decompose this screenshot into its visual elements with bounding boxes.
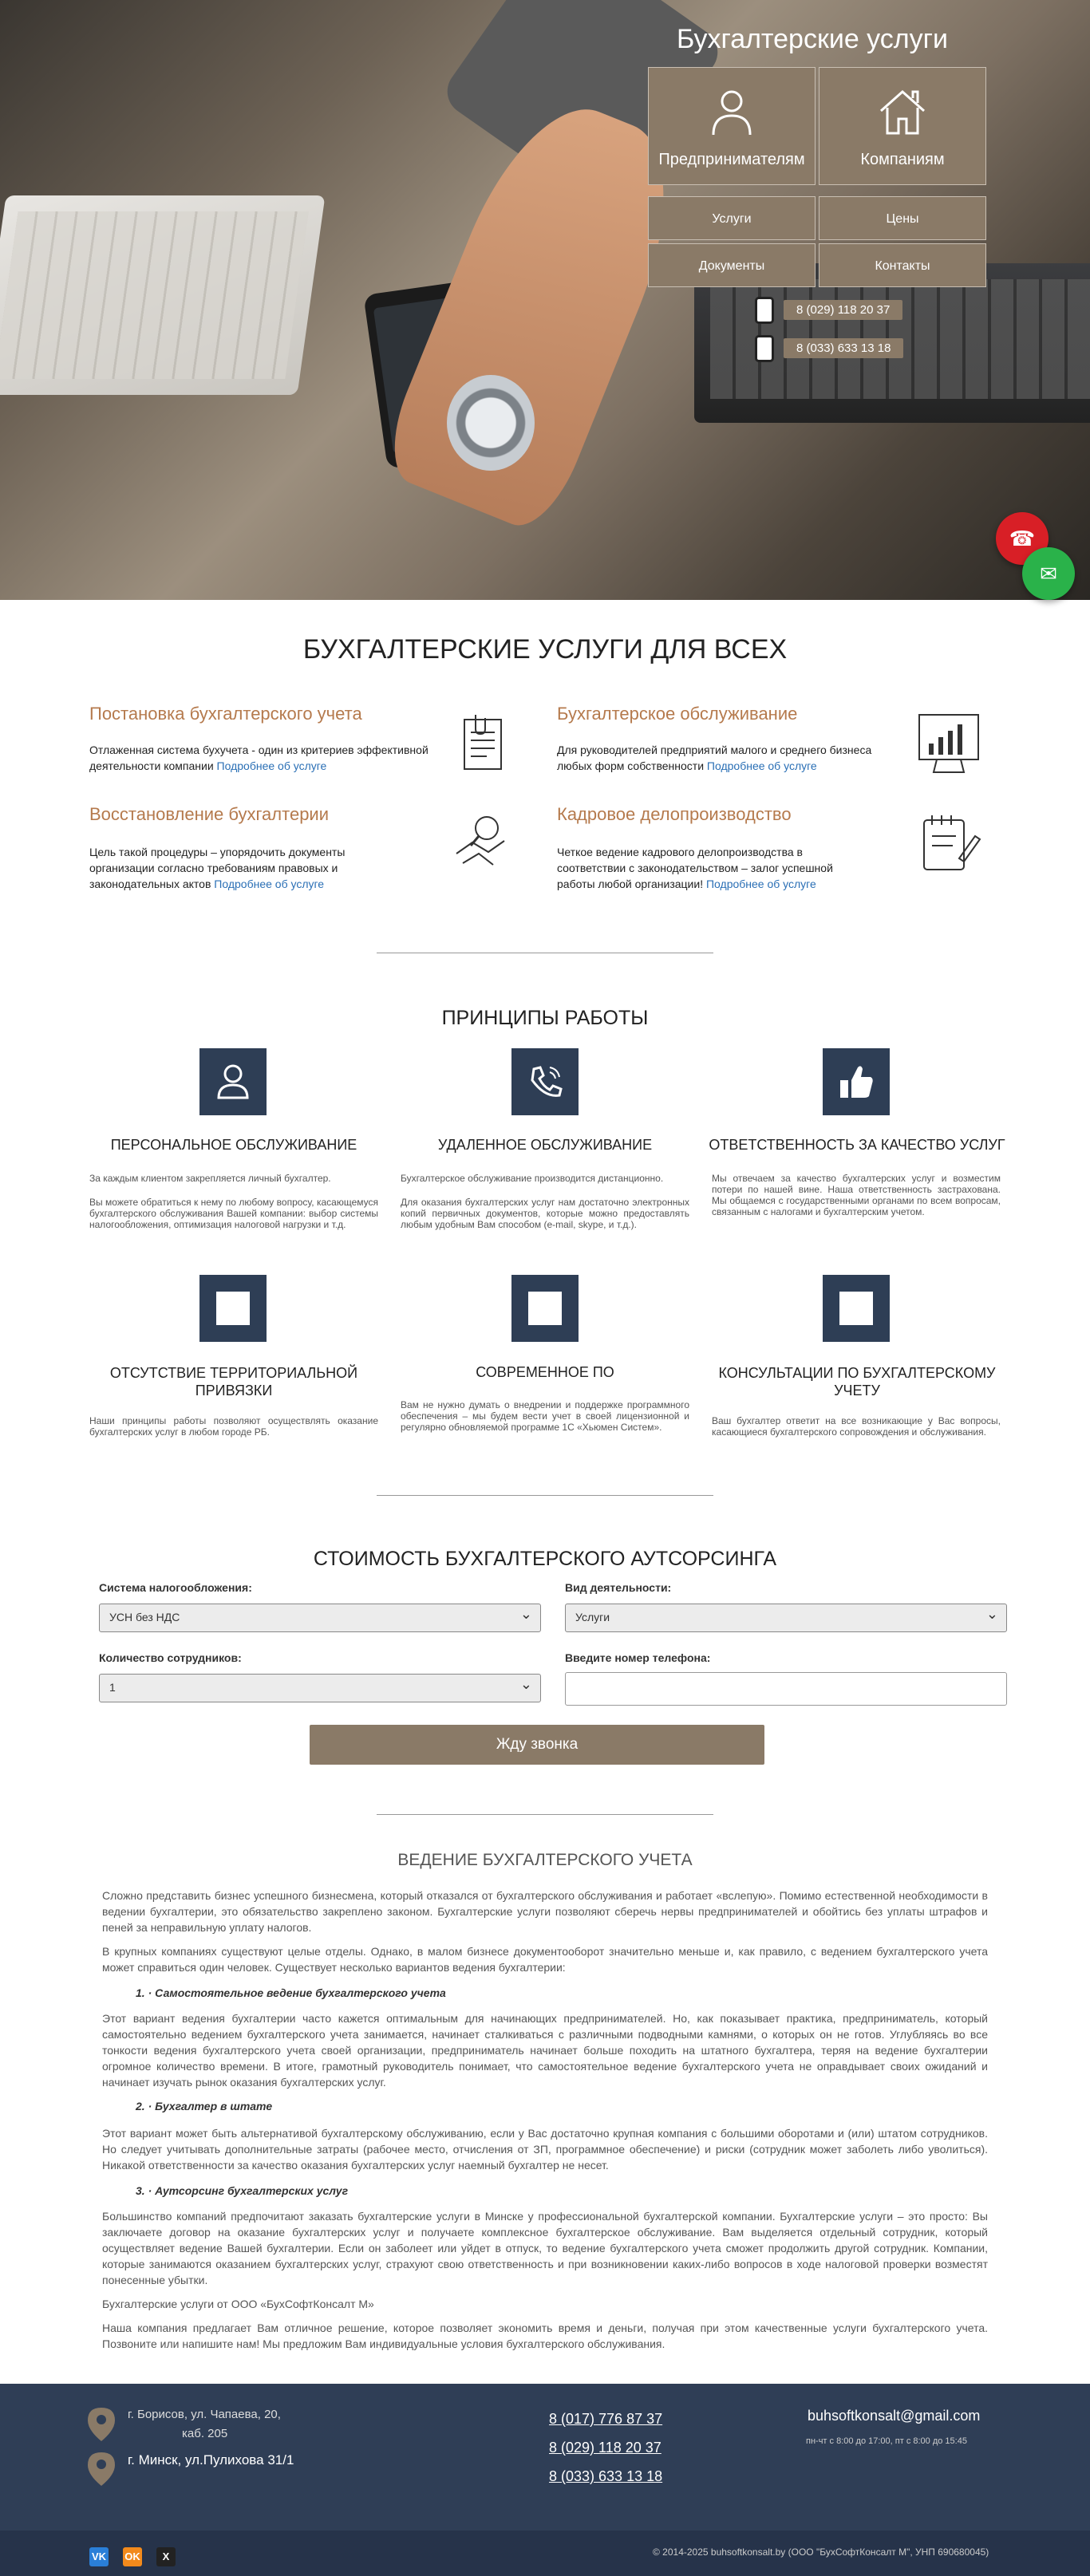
tile-contacts[interactable]: Контакты bbox=[819, 243, 986, 287]
principle-title: ПЕРСОНАЛЬНОЕ ОБСЛУЖИВАНИЕ bbox=[110, 1137, 357, 1153]
article-list-item: 1. · Самостоятельное ведение бухгалтерского учета bbox=[136, 1986, 446, 1999]
person-icon bbox=[704, 84, 760, 140]
service-text-restore bbox=[89, 844, 361, 892]
service-desc: Для руководителей предприятий малого и среднего бизнеса любых форм собственности bbox=[557, 744, 872, 772]
principle-icon-box bbox=[511, 1275, 579, 1342]
house-icon bbox=[875, 84, 930, 140]
service-link-restore[interactable]: Подробнее об услуге bbox=[214, 878, 325, 890]
service-title-setup[interactable]: Постановка бухгалтерского учета bbox=[89, 704, 362, 724]
email-button[interactable] bbox=[1022, 547, 1075, 600]
service-desc: Четкое ведение кадрового делопроизводства в соответствии с законодательством – залог успешной работы любой организации! bbox=[557, 846, 833, 890]
principle-text: Наши принципы работы позволяют осуществлять оказание бухгалтерских услуг в любом городе РБ. bbox=[89, 1415, 378, 1438]
tax-system-label: Система налогообложения: bbox=[99, 1581, 252, 1594]
tile-label: Компаниям bbox=[860, 151, 945, 168]
hero-banner bbox=[0, 0, 1090, 600]
x-twitter-icon[interactable]: X bbox=[156, 2547, 176, 2566]
service-title-accounting[interactable]: Бухгалтерское обслуживание bbox=[557, 704, 798, 724]
services-heading: БУХГАЛТЕРСКИЕ УСЛУГИ ДЛЯ ВСЕХ bbox=[302, 634, 788, 665]
principle-text: Вам не нужно думать о внедрении и поддержке программного обеспечения – мы будем вести учет в своей лицензионной и регулярно обновляемой программе 1С «Хьюмен Систем». bbox=[401, 1399, 689, 1433]
request-call-button[interactable]: Жду звонка bbox=[310, 1725, 764, 1765]
working-hours: пн-чт с 8:00 до 17:00, пт с 8:00 до 15:45 bbox=[806, 2436, 967, 2446]
mobile-phone-icon bbox=[755, 297, 774, 324]
article-paragraph: В крупных компаниях существуют целые отделы. Однако, в малом бизнесе документооборот значительно меньше и, как правило, с ведением бухгалтерского учета может справиться один человек. Существует несколько вариантов ведения бухгалтерии: bbox=[102, 1945, 988, 1974]
principle-title: ОТСУТСТВИЕ ТЕРРИТОРИАЛЬНОЙ ПРИВЯЗКИ bbox=[109, 1365, 358, 1398]
square-icon bbox=[216, 1292, 250, 1325]
person-icon bbox=[199, 1048, 267, 1115]
article-paragraph: Бухгалтерские услуги от ООО «БухСофтКонсалт М» bbox=[102, 2298, 374, 2310]
article-paragraph: Большинство компаний предпочитают заказать бухгалтерские услуги в Минске у профессиональной бухгалтерской компании. Бухгалтерские услуги – это просто: Вы заключаете договор на оказание бухгалтерских услуг и получаете комплексное бухгалтерское обслуживание. Вам выделяется отдельный сотрудник, который осуществляет ведение Вашей бухгалтерии. Если он заболеет или уйдет в отпуск, то ведение бухгалтерского учета сможет продолжить другой сотрудник. Компании, которые занимаются оказанием бухгалтерских услуг, страхуют свою ответственность и при возникновении каких-либо вопросов в ходе налоговой проверки возместят понесенные убытки. bbox=[102, 2210, 988, 2286]
address-minsk: г. Минск, ул.Пулихова 31/1 bbox=[128, 2452, 294, 2468]
hero-photo-watch bbox=[447, 375, 535, 471]
tax-system-select[interactable]: УСН без НДС ⌄ bbox=[99, 1604, 541, 1632]
calc-heading: СТОИМОСТЬ БУХГАЛТЕРСКОГО АУТСОРСИНГА bbox=[313, 1548, 777, 1570]
principle-title: ОТВЕТСТВЕННОСТЬ ЗА КАЧЕСТВО УСЛУГ bbox=[709, 1137, 1005, 1153]
square-icon bbox=[839, 1292, 873, 1325]
envelope-icon: ✉ bbox=[1040, 562, 1057, 586]
principle-icon-box bbox=[199, 1048, 267, 1115]
tile-entrepreneurs[interactable] bbox=[648, 67, 816, 185]
copyright: © 2014-2025 buhsoftkonsalt.by (ООО "БухСофтКонсалт М", УНП 690680045) bbox=[653, 2546, 989, 2558]
footer-phone-3[interactable]: 8 (033) 633 13 18 bbox=[549, 2468, 663, 2484]
notepad-pen-icon bbox=[913, 807, 985, 879]
hero-title: Бухгалтерские услуги bbox=[676, 24, 949, 54]
principle-title: КОНСУЛЬТАЦИИ ПО БУХГАЛТЕРСКОМУ УЧЕТУ bbox=[718, 1365, 996, 1398]
service-link-setup[interactable]: Подробнее об услуге bbox=[216, 759, 327, 772]
document-clip-icon bbox=[447, 708, 519, 780]
service-text-setup bbox=[89, 742, 432, 774]
principle-icon-box bbox=[823, 1048, 890, 1115]
article-paragraph: Сложно представить бизнес успешного бизнесмена, который отказался от бухгалтерского обслуживания и работает «вслепую». Помимо естественной необходимости в ведении бухгалтерии, это обязательство закреплено законом. Бухгалтерские услуги позволяют сберечь нервы предпринимателей и обойтись без уплаты штрафов и пеней за неправильную уплату налогов. bbox=[102, 1889, 988, 1934]
address-borisov: г. Борисов, ул. Чапаева, 20, bbox=[128, 2408, 281, 2421]
vk-icon[interactable]: VK bbox=[89, 2547, 109, 2566]
mobile-phone-icon bbox=[755, 335, 774, 362]
tile-services[interactable]: Услуги bbox=[648, 196, 816, 240]
service-text-hr bbox=[557, 844, 844, 892]
footer-phone-2[interactable]: 8 (029) 118 20 37 bbox=[549, 2440, 662, 2456]
section-divider bbox=[377, 1495, 713, 1496]
staff-count-label: Количество сотрудников: bbox=[99, 1651, 242, 1664]
thumbs-up-icon bbox=[823, 1048, 890, 1115]
principle-text: Бухгалтерское обслуживание производится дистанционно. bbox=[401, 1173, 664, 1184]
section-divider bbox=[377, 1814, 713, 1815]
principles-heading: ПРИНЦИПЫ РАБОТЫ bbox=[441, 1007, 649, 1029]
square-icon bbox=[528, 1292, 562, 1325]
principle-title: УДАЛЕННОЕ ОБСЛУЖИВАНИЕ bbox=[437, 1137, 653, 1153]
map-pin-icon bbox=[86, 2451, 117, 2487]
hero-photo-laptop-left bbox=[0, 195, 326, 395]
phone-hangup-icon: ☎ bbox=[1009, 527, 1036, 550]
article-paragraph: Этот вариант может быть альтернативой бухгалтерскому обслуживанию, если у Вас достаточно крупная компания с большими оборотами и (или) штатом сотрудников. Но следует учитывать дополнительные затраты (рабочее место, отчисления от ЗП, программное обеспечение) и риски (сотрудник может заболеть либо уволиться). Никакой ответственности за качество оказания бухгалтерских услуг наемный бухгалтер не несет. bbox=[102, 2127, 988, 2172]
service-link-hr[interactable]: Подробнее об услуге bbox=[705, 878, 816, 890]
tile-prices[interactable]: Цены bbox=[819, 196, 986, 240]
service-text-accounting bbox=[557, 742, 892, 774]
article-list-item: 2. · Бухгалтер в штате bbox=[136, 2100, 273, 2112]
tile-companies[interactable] bbox=[819, 67, 986, 185]
activity-label: Вид деятельности: bbox=[565, 1581, 672, 1594]
activity-select[interactable]: Услуги ⌄ bbox=[565, 1604, 1007, 1632]
principle-text: Для оказания бухгалтерских услуг нам достаточно электронных копий первичных документов, которые можно предоставлять любым удобным Вам способом (e-mail, skype, и т.д.). bbox=[401, 1197, 689, 1230]
monitor-chart-icon bbox=[913, 708, 985, 780]
article-paragraph: Наша компания предлагает Вам отличное решение, которое позволяет экономить время и деньги, получая при этом качественные услуги бухгалтерского учета. Позвоните или напишите нам! Мы предложим Вам индивидуальные условия бухгалтерского обслуживания. bbox=[102, 2322, 988, 2350]
article-list-item: 3. · Аутсорсинг бухгалтерских услуг bbox=[136, 2184, 349, 2197]
article-heading: ВЕДЕНИЕ БУХГАЛТЕРСКОГО УЧЕТА bbox=[397, 1851, 693, 1869]
address-borisov-office: каб. 205 bbox=[182, 2427, 228, 2440]
principle-title: СОВРЕМЕННОЕ ПО bbox=[476, 1364, 614, 1380]
principle-text: Вы можете обратиться к нему по любому вопросу, касающемуся бухгалтерского обслуживания Вашей компании: выбор системы налогообложения, оптимизация налоговой нагрузки и т.д. bbox=[89, 1197, 378, 1230]
footer-email[interactable]: buhsoftkonsalt@gmail.com bbox=[808, 2408, 981, 2424]
principle-icon-box bbox=[823, 1275, 890, 1342]
map-pin-icon bbox=[86, 2406, 117, 2443]
odnoklassniki-icon[interactable]: OK bbox=[123, 2547, 142, 2566]
principle-text: За каждым клиентом закрепляется личный бухгалтер. bbox=[89, 1173, 331, 1184]
tile-documents[interactable]: Документы bbox=[648, 243, 816, 287]
tile-label: Предпринимателям bbox=[658, 151, 805, 168]
service-title-restore[interactable]: Восстановление бухгалтерии bbox=[89, 804, 330, 824]
service-desc: Отлаженная система бухучета - один из критериев эффективной деятельности компании bbox=[89, 744, 428, 772]
phone-number-label: Введите номер телефона: bbox=[565, 1651, 711, 1664]
handshake-magnifier-icon bbox=[447, 807, 519, 879]
hero-phone-1[interactable]: 8 (029) 118 20 37 bbox=[784, 300, 902, 320]
principle-icon-box bbox=[199, 1275, 267, 1342]
service-desc: Цель такой процедуры – упорядочить документы организации согласно требованиям правовых и законодательных актов bbox=[89, 846, 346, 890]
footer-phone-1[interactable]: 8 (017) 776 87 37 bbox=[549, 2411, 663, 2427]
principle-text: Мы отвечаем за качество бухгалтерских услуг и возместим потери по нашей вине. Наша ответственность застрахована. Мы общаемся с государственными органами по всем вопросам, связанным с налогами и бухгалтерским учетом. bbox=[712, 1173, 1001, 1217]
service-title-hr[interactable]: Кадровое делопроизводство bbox=[557, 804, 792, 824]
hero-phone-2[interactable]: 8 (033) 633 13 18 bbox=[784, 338, 903, 358]
phone-number-input[interactable] bbox=[565, 1672, 1007, 1706]
principle-icon-box bbox=[511, 1048, 579, 1115]
staff-count-select[interactable]: 1 ⌄ bbox=[99, 1674, 541, 1702]
principle-text: Ваш бухгалтер ответит на все возникающие у Вас вопросы, касающиеся бухгалтерского сопровождения и обслуживания. bbox=[712, 1415, 1001, 1438]
article-paragraph: Этот вариант ведения бухгалтерии часто кажется оптимальным для начинающих предпринимателей. Но, как показывает практика, предприниматель, который самостоятельно ведением бухгалтерского учета занимается, начинает сталкиваться с различными подводными камнями, о которых он не готов. Углубляясь во все тонкости ведения бухгалтерского учета своей организации, предприниматель начинает больше походить на штатного бухгалтера, теряя на ведение бухгалтерии огромное количество времени. В итоге, грамотный руководитель понимает, что самостоятельное ведение бухгалтерского учета не оправдывает своих ожиданий и начинает изучать рынок оказания бухгалтерских услуг. bbox=[102, 2012, 988, 2089]
phone-call-icon bbox=[511, 1048, 579, 1115]
service-link-accounting[interactable]: Подробнее об услуге bbox=[706, 759, 817, 772]
